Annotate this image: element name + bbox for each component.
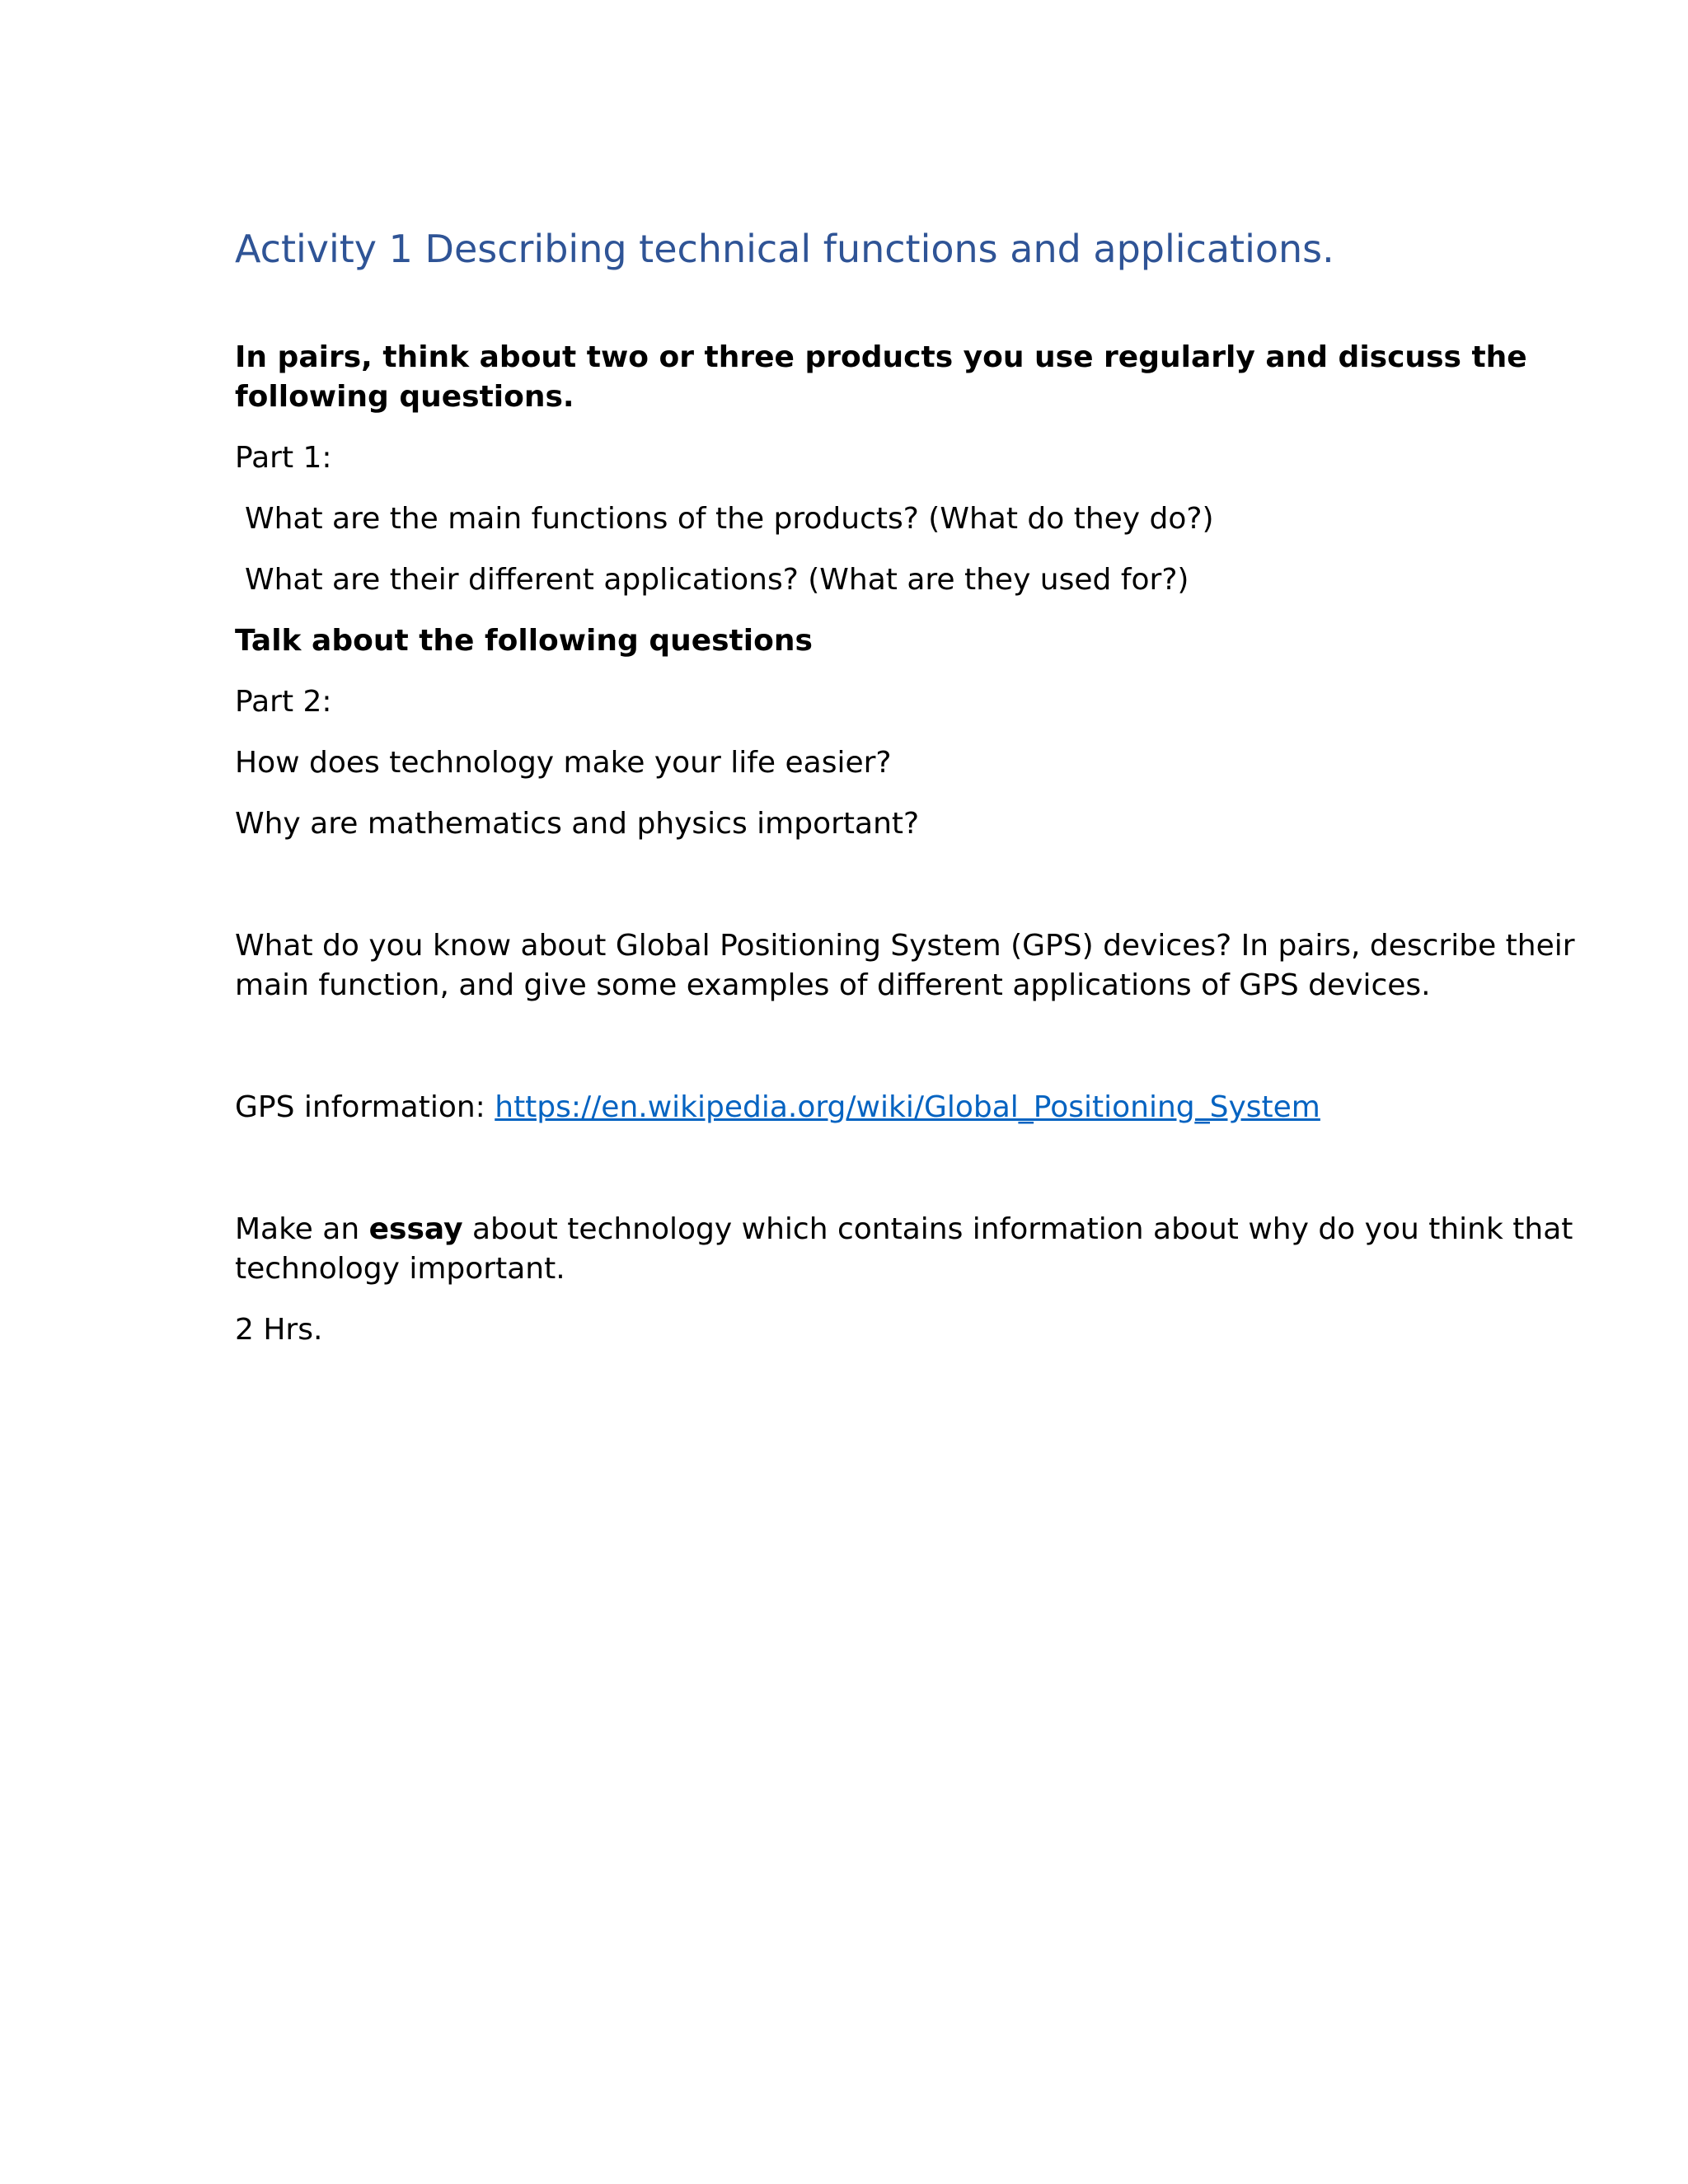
document-content xyxy=(235,224,1575,1371)
instruction-line-1: In pairs, think about two or three products you use regularly and discuss the xyxy=(235,340,1527,374)
gps-line-1: What do you know about Global Positioning System (GPS) devices? In pairs, describe their xyxy=(235,929,1575,963)
instruction-line-2: following questions. xyxy=(235,380,574,414)
gps-line-2: main function, and give some examples of different applications of GPS devices. xyxy=(235,968,1431,1002)
part1-label: Part 1: xyxy=(235,441,332,475)
part2-question-2: Why are mathematics and physics important? xyxy=(235,807,920,841)
part1-question-2: What are their different applications? (What are they used for?) xyxy=(245,563,1189,597)
gps-info-label: GPS information: xyxy=(235,1090,495,1124)
instruction-paragraph xyxy=(235,338,1527,417)
duration-text: 2 Hrs. xyxy=(235,1313,323,1347)
essay-prefix: Make an xyxy=(235,1212,369,1246)
essay-line-1 xyxy=(235,1210,1573,1249)
essay-keyword: essay xyxy=(368,1212,463,1246)
activity-title: Activity 1 Describing technical functions and applications. xyxy=(235,227,1334,271)
part2-label: Part 2: xyxy=(235,685,332,719)
part2-question-1: How does technology make your life easier? xyxy=(235,746,892,780)
part1-question-1: What are the main functions of the products? (What do they do?) xyxy=(245,502,1214,536)
gps-info-line xyxy=(235,1088,1471,1127)
essay-suffix: about technology which contains information about why do you think that xyxy=(462,1212,1573,1246)
gps-paragraph xyxy=(235,926,1575,1005)
talk-heading: Talk about the following questions xyxy=(235,624,813,658)
essay-line-2: technology important. xyxy=(235,1252,565,1286)
essay-paragraph xyxy=(235,1210,1573,1289)
gps-wikipedia-link[interactable]: https://en.wikipedia.org/wiki/Global_Positioning_System xyxy=(495,1090,1320,1124)
